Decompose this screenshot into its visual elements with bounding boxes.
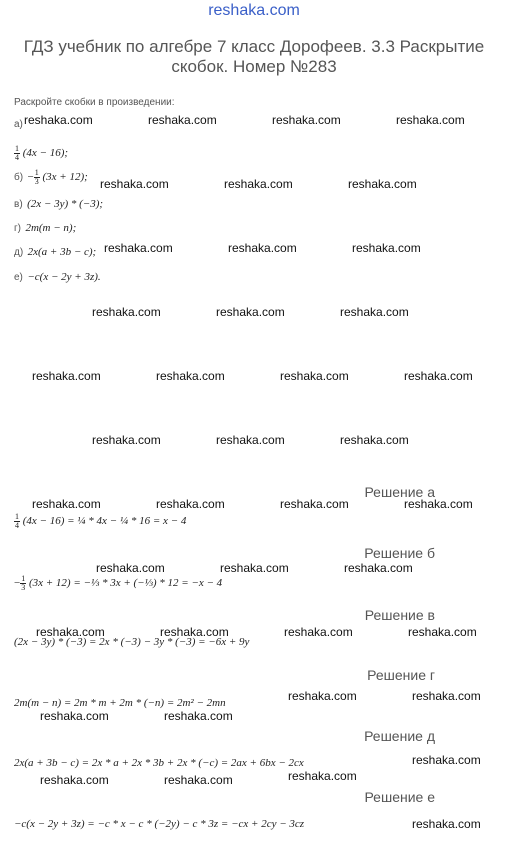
task-item-e — [14, 242, 96, 260]
task-item-label-e: д) — [14, 247, 24, 258]
task-expr-f: −c(x − 2y + 3z). — [27, 271, 101, 283]
solution-line-e: 2x(a + 3b − c) = 2x * a + 2x * 3b + 2x * (−c) = 2ax + 6bx − 2cx — [14, 757, 304, 769]
task-item-a — [14, 145, 68, 162]
watermark: reshaka.com — [228, 241, 297, 255]
watermark: reshaka.com — [40, 709, 109, 723]
solution-heading-f: Решение е — [364, 789, 435, 805]
watermark: reshaka.com — [352, 241, 421, 255]
task-item-d — [14, 218, 76, 236]
task-expr-c: (2x − 3y) * (−3); — [27, 198, 104, 210]
watermark: reshaka.com — [408, 625, 477, 639]
watermark: reshaka.com — [340, 433, 409, 447]
task-item-b — [14, 167, 88, 186]
task-instruction: Раскройте скобки в произведении: — [14, 97, 175, 108]
solution-heading-a: Решение а — [364, 484, 435, 500]
watermark: reshaka.com — [412, 689, 481, 703]
solution-line-b: − $\frac{1}{3}$ (3x + 12) = −⅓ * 3x + (−⅓) * 12 = −x − 4 — [14, 574, 223, 592]
solution-line-c: (2x − 3y) * (−3) = 2x * (−3) − 3y * (−3) = −6x + 9y — [14, 636, 250, 648]
watermark: reshaka.com — [148, 113, 217, 127]
watermark: reshaka.com — [156, 497, 225, 511]
watermark: reshaka.com — [24, 113, 93, 127]
watermark: reshaka.com — [348, 177, 417, 191]
watermark: reshaka.com — [284, 625, 353, 639]
watermark: reshaka.com — [32, 497, 101, 511]
task-item-label-c: в) — [14, 199, 23, 210]
watermark: reshaka.com — [404, 497, 473, 511]
fraction: $\frac{1}{4}$ — [15, 144, 19, 162]
fraction: $\frac{1}{3}$ — [34, 167, 39, 186]
solution-heading-c: Решение в — [364, 607, 435, 623]
site-logo[interactable]: reshaka.com — [208, 2, 300, 19]
solution-heading-b: Решение б — [364, 545, 435, 561]
watermark: reshaka.com — [220, 561, 289, 575]
watermark: reshaka.com — [100, 177, 169, 191]
watermark: reshaka.com — [224, 177, 293, 191]
task-expr-a: (4x − 16); — [22, 147, 69, 160]
watermark: reshaka.com — [32, 369, 101, 383]
solution-heading-e: Решение д — [364, 728, 435, 744]
watermark: reshaka.com — [216, 433, 285, 447]
solution-line-d: 2m(m − n) = 2m * m + 2m * (−n) = 2m² − 2mn — [14, 697, 226, 709]
watermark: reshaka.com — [216, 305, 285, 319]
solution-line-f: −c(x − 2y + 3z) = −c * x − c * (−2y) − c * 3z = −cx + 2cy − 3cz — [14, 818, 305, 830]
solution-line-a: $\frac{1}{4}$ (4x − 16) = ¼ * 4x − ¼ * 16 = x − 4 — [15, 512, 187, 530]
watermark: reshaka.com — [92, 305, 161, 319]
solution-heading-d: Решение г — [367, 667, 435, 683]
watermark: reshaka.com — [412, 817, 481, 831]
task-expr-e: 2x(a + 3b − c); — [27, 246, 97, 258]
task-item-c — [14, 194, 103, 212]
task-expr-d: 2m(m − n); — [25, 222, 77, 234]
watermark: reshaka.com — [412, 753, 481, 767]
watermark: reshaka.com — [96, 561, 165, 575]
watermark: reshaka.com — [288, 769, 357, 783]
watermark: reshaka.com — [164, 773, 233, 787]
watermark: reshaka.com — [280, 497, 349, 511]
watermark: reshaka.com — [404, 369, 473, 383]
watermark: reshaka.com — [396, 113, 465, 127]
watermark: reshaka.com — [40, 773, 109, 787]
watermark: reshaka.com — [344, 561, 413, 575]
task-item-label-b: б) — [14, 172, 24, 183]
watermark: reshaka.com — [156, 369, 225, 383]
watermark: reshaka.com — [92, 433, 161, 447]
watermark: reshaka.com — [160, 625, 229, 639]
watermark: reshaka.com — [340, 305, 409, 319]
page-title: ГДЗ учебник по алгебре 7 класс Дорофеев. 3.3 Раскрытие скобок. Номер №283 — [23, 37, 485, 76]
watermark: reshaka.com — [36, 625, 105, 639]
task-item-label-a: а) — [14, 119, 23, 130]
watermark: reshaka.com — [272, 113, 341, 127]
watermark: reshaka.com — [288, 689, 357, 703]
task-item-f — [14, 267, 101, 285]
watermark: reshaka.com — [280, 369, 349, 383]
task-item-label-f: е) — [14, 272, 23, 283]
task-item-label-d: г) — [14, 223, 21, 234]
watermark: reshaka.com — [104, 241, 173, 255]
watermark: reshaka.com — [164, 709, 233, 723]
task-expr-b: − $\frac{1}{3}$ (3x + 12); — [27, 167, 88, 186]
